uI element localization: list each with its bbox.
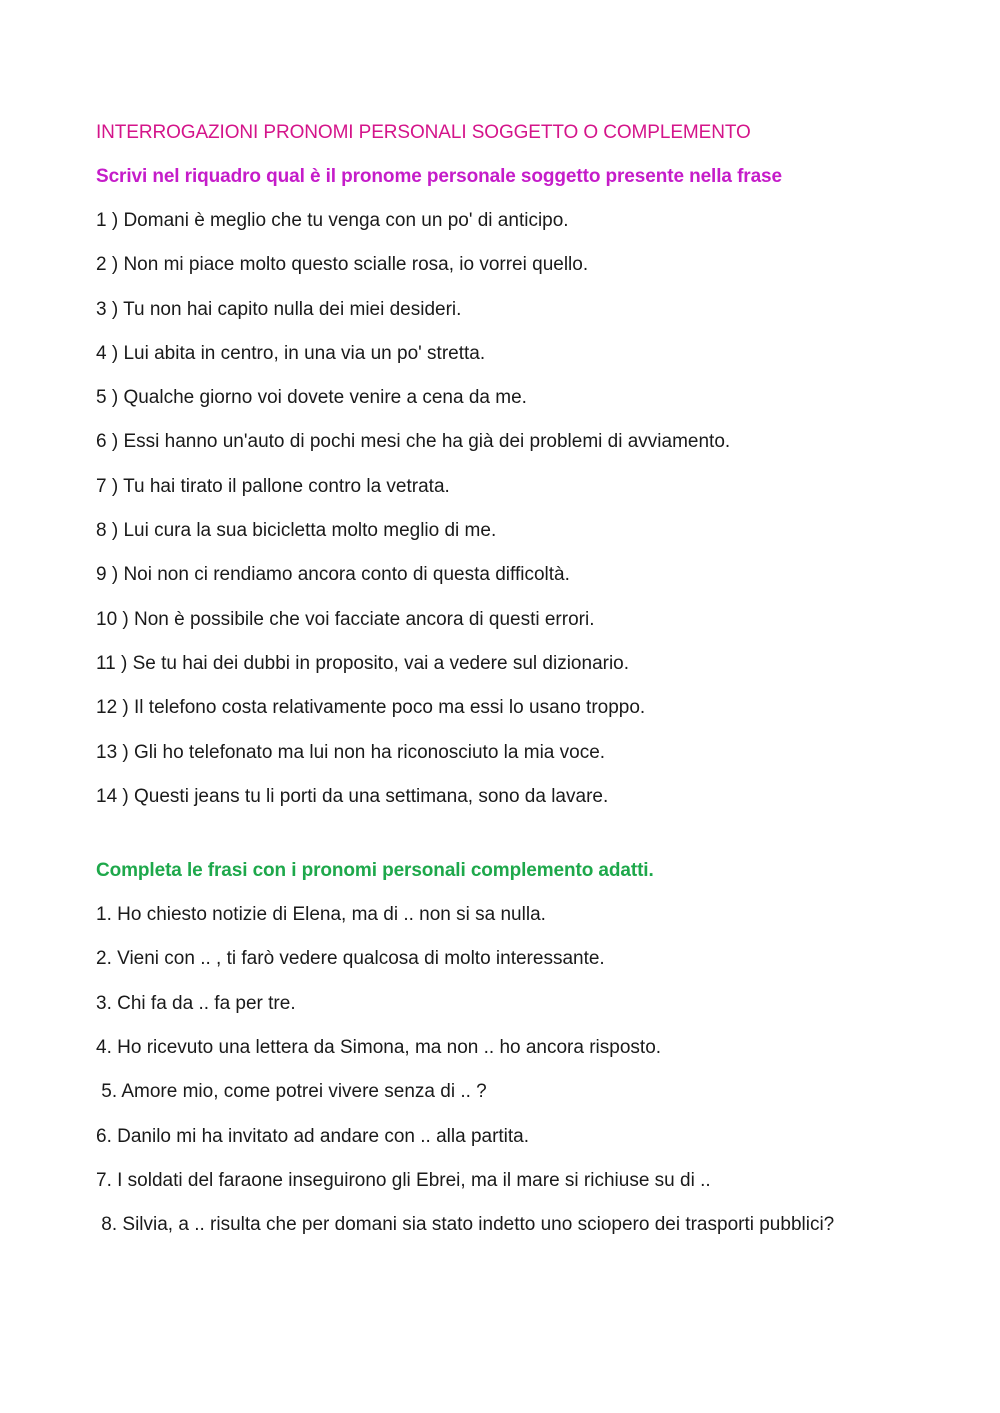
list-item: 8 ) Lui cura la sua bicicletta molto meglio di me. <box>96 520 497 542</box>
list-item: 7 ) Tu hai tirato il pallone contro la vetrata. <box>96 475 450 497</box>
section2-instruction: Completa le frasi con i pronomi personali complemento adatti. <box>96 860 654 882</box>
list-item: 14 ) Questi jeans tu li porti da una settimana, sono da lavare. <box>96 785 609 807</box>
list-item: 5 ) Qualche giorno voi dovete venire a cena da me. <box>96 387 527 409</box>
section1-instruction: Scrivi nel riquadro qual è il pronome personale soggetto presente nella frase <box>96 166 782 187</box>
list-item: 3 ) Tu non hai capito nulla dei miei desideri. <box>96 298 462 320</box>
section2-list <box>96 900 876 1240</box>
list-item: 6. Danilo mi ha invitato ad andare con .. alla partita. <box>96 1125 530 1147</box>
page-title: INTERROGAZIONI PRONOMI PERSONALI SOGGETTO O COMPLEMENTO <box>96 122 751 143</box>
list-item: 2 ) Non mi piace molto questo scialle rosa, io vorrei quello. <box>96 254 589 276</box>
list-item: 6 ) Essi hanno un'auto di pochi mesi che ha già dei problemi di avviamento. <box>96 431 731 453</box>
list-item: 3. Chi fa da .. fa per tre. <box>96 992 296 1014</box>
list-item: 10 ) Non è possibile che voi facciate ancora di questi errori. <box>96 608 595 630</box>
list-item: 13 ) Gli ho telefonato ma lui non ha riconosciuto la mia voce. <box>96 741 606 763</box>
list-item: 5. Amore mio, come potrei vivere senza di .. ? <box>96 1081 487 1103</box>
list-item: 1. Ho chiesto notizie di Elena, ma di .. non si sa nulla. <box>96 904 546 926</box>
section-spacer <box>96 826 876 856</box>
section1-list <box>96 206 876 812</box>
list-item: 12 ) Il telefono costa relativamente poco ma essi lo usano troppo. <box>96 697 646 719</box>
list-item: 4 ) Lui abita in centro, in una via un po' stretta. <box>96 342 486 364</box>
list-item: 9 ) Noi non ci rendiamo ancora conto di questa difficoltà. <box>96 564 570 586</box>
list-item: 11 ) Se tu hai dei dubbi in proposito, vai a vedere sul dizionario. <box>96 652 630 674</box>
list-item: 7. I soldati del faraone inseguirono gli Ebrei, ma il mare si richiuse su di .. <box>96 1169 711 1191</box>
list-item: 4. Ho ricevuto una lettera da Simona, ma non .. ho ancora risposto. <box>96 1037 662 1059</box>
list-item: 1 ) Domani è meglio che tu venga con un po' di anticipo. <box>96 210 569 231</box>
list-item: 2. Vieni con .. , ti farò vedere qualcosa di molto interessante. <box>96 948 605 970</box>
worksheet <box>96 118 876 1255</box>
list-item: 8. Silvia, a .. risulta che per domani sia stato indetto uno sciopero dei trasporti pubblici? <box>96 1214 835 1236</box>
